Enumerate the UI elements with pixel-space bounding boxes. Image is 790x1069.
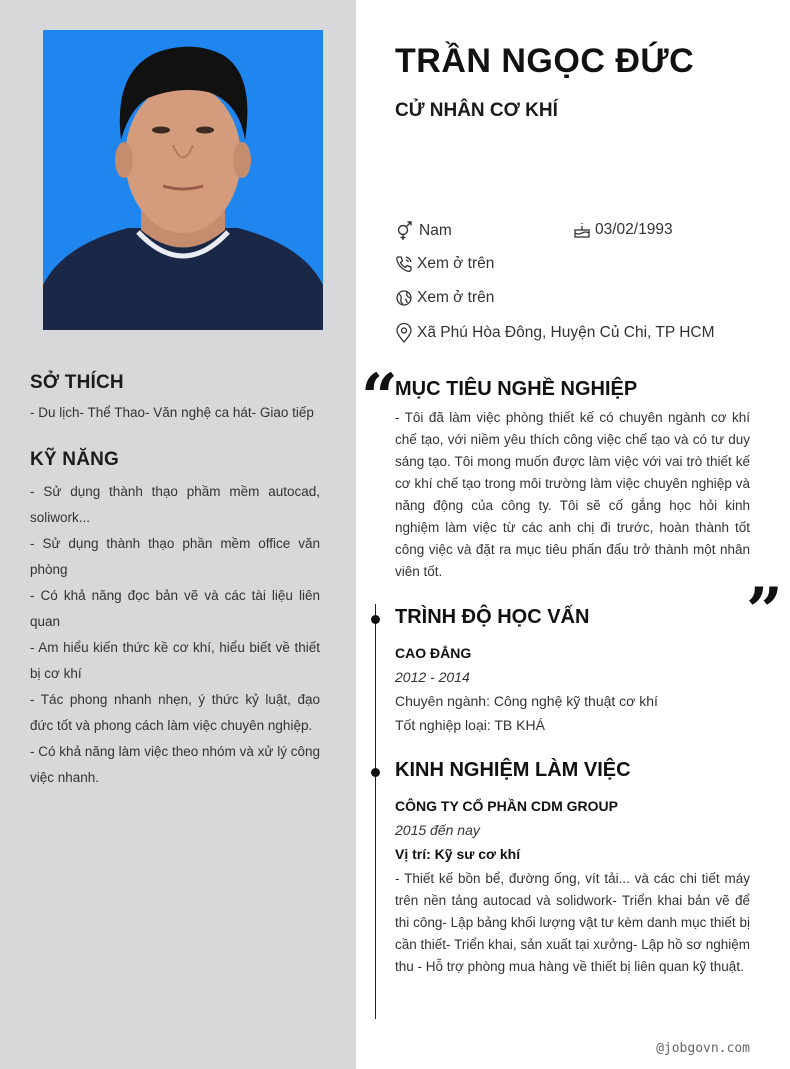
position-block: [395, 100, 750, 122]
candidate-position: CỬ NHÂN CƠ KHÍ: [395, 100, 558, 121]
hobbies-title: SỞ THÍCH: [30, 372, 124, 393]
gender-icon: [395, 221, 415, 241]
education-section: [395, 606, 750, 737]
objective-title: MỤC TIÊU NGHỀ NGHIỆP: [395, 378, 638, 400]
candidate-name: TRẦN NGỌC ĐỨC: [395, 42, 695, 80]
skills-title: KỸ NĂNG: [30, 449, 120, 470]
experience-title: KINH NGHIỆM LÀM VIỆC: [395, 759, 631, 781]
phone-value: Xem ở trên: [417, 255, 495, 272]
website-value: Xem ở trên: [417, 289, 495, 306]
objective-text: - Tôi đã làm việc phòng thiết kế có chuyên ngành cơ khí chế tạo, với niềm yêu thích công việc chế tạo và có tư duy sáng tạo. Tôi mong muốn được làm việc với vai trò thiết kế cơ khí chế tạo trong môi trường làm việc chuyên nghiệp và năng động của công ty. Tôi sẽ cố gắng học hỏi kinh nghiệm làm việc từ các anh chị đi trước, hoàn thành tốt công việc và đặt ra mục tiêu phấn đấu trở thành một nhân viên tốt.: [395, 410, 750, 579]
hobbies-text: - Du lịch- Thể Thao- Văn nghệ ca hát- Giao tiếp: [30, 405, 314, 420]
address-row: [395, 323, 715, 343]
gender-value: Nam: [419, 222, 452, 239]
skill-item: - Có khả năng làm việc theo nhóm và xử lý công việc nhanh.: [30, 744, 320, 785]
education-period: 2012 - 2014: [395, 669, 470, 685]
experience-section: [395, 759, 750, 978]
skill-item: - Sử dụng thành thạo phần mềm office văn phòng: [30, 536, 320, 577]
open-quote-icon: “: [361, 360, 398, 435]
address-value: Xã Phú Hòa Đông, Huyện Củ Chi, TP HCM: [417, 324, 715, 341]
timeline-dot: [371, 768, 380, 777]
skill-item: - Sử dụng thành thạo phầm mềm autocad, soliwork...: [30, 484, 320, 525]
experience-company: CÔNG TY CỔ PHẦN CDM GROUP: [395, 798, 618, 814]
experience-period: 2015 đến nay: [395, 822, 480, 838]
education-school: CAO ĐẲNG: [395, 645, 472, 661]
header: [395, 42, 750, 81]
gender-row: [395, 221, 452, 241]
skill-item: - Am hiểu kiến thức kề cơ khí, hiểu biết về thiết bị cơ khí: [30, 640, 320, 681]
phone-icon: [395, 255, 413, 273]
website-row: [395, 289, 494, 307]
skill-item: - Có khả năng đọc bản vẽ và các tài liệu liên quan: [30, 588, 320, 629]
footer-watermark: @jobgovn.com: [656, 1041, 750, 1056]
phone-row: [395, 255, 494, 273]
experience-description: - Thiết kế bồn bể, đường ống, vít tải... và các chi tiết máy trên nền tảng autocad và solidwork- Triển khai bản vẽ để thi công- Lập bảng khối lượng vật tư kèm danh mục thiết bị cần thiết- Triển khai, sản xuất tại xưởng- Lập hồ sơ nghiệm thu - Hỗ trợ phòng mua hàng về thiết bị liên quan kỹ thuật.: [395, 871, 750, 974]
education-major: Chuyên ngành: Công nghệ kỹ thuật cơ khí: [395, 693, 658, 709]
education-grade: Tốt nghiệp loại: TB KHÁ: [395, 717, 545, 733]
objective-section: [395, 378, 750, 583]
birthday-row: [573, 221, 673, 239]
timeline-dot: [371, 615, 380, 624]
close-quote-icon: ”: [746, 574, 783, 649]
cake-icon: [573, 221, 591, 239]
skill-item: - Tác phong nhanh nhẹn, ý thức kỷ luật, đạo đức tốt và phong cách làm việc chuyên nghiệp.: [30, 692, 320, 733]
birthday-value: 03/02/1993: [595, 221, 673, 238]
profile-photo: [43, 30, 323, 330]
education-title: TRÌNH ĐỘ HỌC VẤN: [395, 606, 590, 628]
skills-section: [30, 449, 320, 791]
timeline-line: [375, 604, 376, 1019]
location-pin-icon: [395, 323, 413, 343]
globe-icon: [395, 289, 413, 307]
hobbies-section: [30, 372, 320, 426]
experience-role: Vị trí: Kỹ sư cơ khí: [395, 846, 521, 862]
